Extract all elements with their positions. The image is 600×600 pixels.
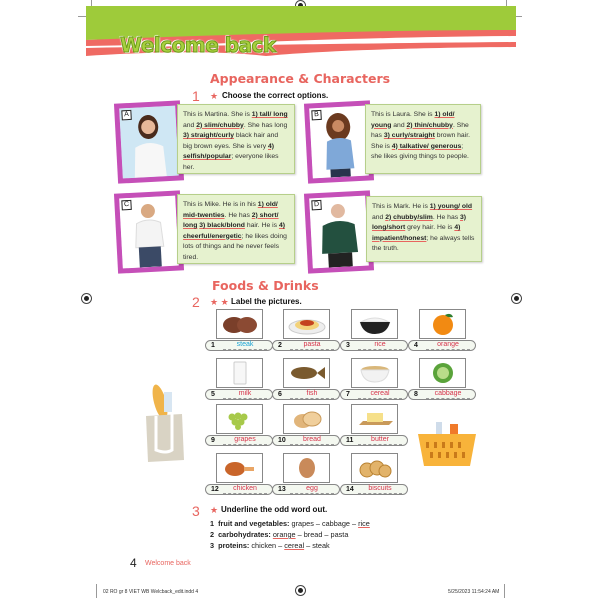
- section-title-foods: Foods & Drinks: [212, 278, 319, 293]
- label-field[interactable]: 4 orange: [408, 340, 476, 351]
- answer-text: fish: [290, 390, 334, 399]
- food-picture-rice: [351, 309, 398, 339]
- option-2[interactable]: 2) chubby/slim: [385, 213, 433, 221]
- card-letter: C: [121, 200, 132, 211]
- cereal-icon: [355, 361, 395, 385]
- word-option[interactable]: cabbage: [321, 519, 350, 528]
- label-field[interactable]: 6 fish: [272, 389, 340, 400]
- grocery-bag-icon: [138, 380, 190, 470]
- pasta-icon: [287, 312, 327, 336]
- footer-section-label: Welcome back: [145, 560, 191, 567]
- card-letter: D: [311, 200, 322, 211]
- biscuits-icon: [355, 456, 395, 480]
- option-4[interactable]: 4) impatient/honest: [372, 224, 461, 242]
- photo-card-b: [304, 100, 374, 183]
- food-picture-orange: [419, 309, 466, 339]
- registration-mark-icon: [82, 294, 91, 303]
- page-title: Welcome back: [120, 33, 276, 57]
- star-icon: ★ ★: [210, 297, 229, 307]
- slug-timestamp: 5/25/2023 11:54:24 AM: [448, 589, 500, 595]
- food-picture-steak: [216, 309, 263, 339]
- shopping-basket-icon: [416, 420, 478, 470]
- answer-text: grapes: [223, 436, 267, 445]
- butter-icon: [355, 407, 395, 431]
- label-field[interactable]: 8 cabbage: [408, 389, 476, 400]
- label-field[interactable]: 10 bread: [272, 435, 340, 446]
- option-3[interactable]: 3) black/blond: [199, 222, 245, 229]
- exercise-number: 2: [192, 294, 200, 310]
- answer-text: bread: [290, 436, 334, 445]
- option-1[interactable]: 1) old/ mid-twenties: [183, 201, 278, 219]
- food-picture-egg: [283, 453, 330, 483]
- answer-text: pasta: [290, 341, 334, 350]
- answer-text: chicken: [223, 485, 267, 494]
- food-picture-grapes: [216, 404, 263, 434]
- exercise-number: 3: [192, 503, 200, 519]
- option-3[interactable]: 3) straight/curly: [183, 132, 234, 139]
- label-field[interactable]: 2 pasta: [272, 340, 340, 351]
- exercise-instruction: Underline the odd word out.: [221, 505, 328, 514]
- answer-text: butter: [358, 436, 402, 445]
- label-field[interactable]: 7 cereal: [340, 389, 408, 400]
- crop-mark: [504, 584, 505, 598]
- label-field[interactable]: 12 chicken: [205, 484, 273, 495]
- food-picture-fish: [283, 358, 330, 388]
- slug-filename: 02 RO gr 8 VIET WB Welcback_edit.indd 4: [103, 589, 199, 595]
- food-picture-milk: [216, 358, 263, 388]
- word-option-underlined[interactable]: orange: [272, 530, 296, 539]
- description-card-a: This is Martina. She is 1) tall/ long and 2) slim/chubby. She has long 3) straight/curly black hair and big brown eyes. She is very 4) selfish/popular; everyone likes her.: [177, 104, 295, 174]
- answer-text: biscuits: [358, 485, 402, 494]
- crop-mark: [96, 584, 97, 598]
- option-2[interactable]: 2) short/ long: [183, 211, 279, 229]
- word-option[interactable]: chicken: [251, 541, 277, 550]
- label-field[interactable]: 1 steak: [205, 340, 273, 351]
- description-card-b: This is Laura. She is 1) old/ young and 2) thin/chubby. She has 3) curly/straight brown hair. She is 4) talkative/ generous; she likes giving things to people.: [365, 104, 481, 174]
- star-icon: ★: [210, 505, 219, 515]
- description-card-c: This is Mike. He is in his 1) old/ mid-twenties. He has 2) short/ long 3) black/blond hair. He is 4) cheerful/energetic; he likes doing lots of things and he never feels tired.: [177, 194, 295, 264]
- label-field[interactable]: 14 biscuits: [340, 484, 408, 495]
- food-picture-bread: [283, 404, 330, 434]
- rice-icon: [355, 312, 395, 336]
- answer-text: cabbage: [426, 390, 470, 399]
- option-1[interactable]: 1) old/ young: [371, 111, 455, 129]
- label-field[interactable]: 13 egg: [272, 484, 340, 495]
- steak-icon: [220, 312, 260, 336]
- egg-icon: [287, 456, 327, 480]
- grapes-icon: [220, 407, 260, 431]
- registration-mark-icon: [512, 294, 521, 303]
- word-option[interactable]: pasta: [330, 530, 349, 539]
- food-picture-chicken: [216, 453, 263, 483]
- option-2[interactable]: 2) slim/chubby: [196, 121, 244, 129]
- word-option-underlined[interactable]: cereal: [284, 541, 305, 550]
- label-field[interactable]: 11 butter: [340, 435, 408, 446]
- chicken-icon: [220, 456, 260, 480]
- answer-text: cereal: [358, 390, 402, 399]
- food-picture-pasta: [283, 309, 330, 339]
- answer-text: egg: [290, 485, 334, 494]
- food-picture-butter: [351, 404, 398, 434]
- option-3[interactable]: 3) long/short: [372, 213, 467, 231]
- description-card-d: This is Mark. He is 1) young/ old and 2) chubby/slim. He has 3) long/short grey hair. He is 4) impatient/honest; he always tells the truth.: [366, 196, 482, 262]
- card-letter: B: [311, 110, 322, 121]
- word-option-underlined[interactable]: rice: [358, 519, 370, 528]
- option-3[interactable]: 3) curly/straight: [383, 132, 435, 139]
- exercise-instruction: Label the pictures.: [231, 297, 302, 306]
- food-picture-cereal: [351, 358, 398, 388]
- fish-icon: [287, 361, 327, 385]
- answer-text: rice: [358, 341, 402, 350]
- option-1[interactable]: 1) young/ old: [429, 203, 473, 210]
- photo-card-c: [114, 190, 184, 273]
- odd-word-row-3: 3 proteins: chicken – cereal – steak: [210, 541, 330, 550]
- option-4[interactable]: 4) cheerful/energetic: [183, 222, 285, 240]
- orange-icon: [423, 312, 463, 336]
- card-letter: A: [121, 110, 132, 121]
- answer-text: steak: [223, 341, 267, 350]
- food-picture-biscuits: [351, 453, 398, 483]
- photo-card-a: [114, 100, 184, 183]
- registration-mark-icon: [296, 586, 305, 595]
- page-number: 4: [130, 556, 137, 570]
- word-option[interactable]: steak: [312, 541, 330, 550]
- option-1[interactable]: 1) tall/ long: [251, 111, 288, 118]
- section-title-appearance: Appearance & Characters: [210, 71, 391, 86]
- word-option[interactable]: grapes: [291, 519, 314, 528]
- answer-text: milk: [223, 390, 267, 399]
- label-field[interactable]: 9 grapes: [205, 435, 273, 446]
- answer-text: orange: [426, 341, 470, 350]
- label-field[interactable]: 3 rice: [340, 340, 408, 351]
- star-icon: ★: [210, 91, 219, 101]
- exercise-instruction: Choose the correct options.: [222, 91, 329, 100]
- option-4[interactable]: 4) selfish/popular: [183, 142, 275, 160]
- photo-card-d: [304, 190, 374, 273]
- bread-icon: [287, 407, 327, 431]
- food-picture-cabbage: [419, 358, 466, 388]
- word-option[interactable]: bread: [303, 530, 323, 539]
- exercise-number: 1: [192, 88, 200, 104]
- milk-icon: [220, 361, 260, 385]
- odd-word-row-1: 1 fruit and vegetables: grapes – cabbage – rice: [210, 519, 370, 528]
- cabbage-icon: [423, 361, 463, 385]
- option-2[interactable]: 2) thin/chubby: [406, 121, 453, 129]
- label-field[interactable]: 5 milk: [205, 389, 273, 400]
- option-4[interactable]: 4) talkative/ generous: [391, 142, 462, 150]
- odd-word-row-2: 2 carbohydrates: orange – bread – pasta: [210, 530, 349, 539]
